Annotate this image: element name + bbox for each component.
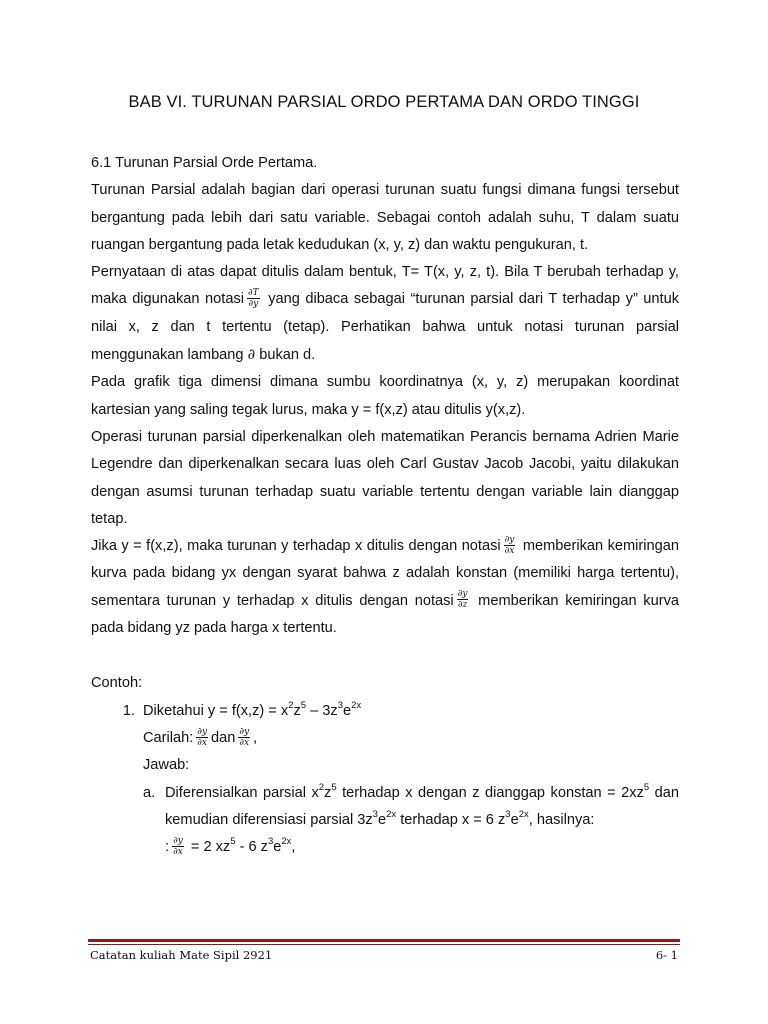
paragraph-4: Operasi turunan parsial diperkenalkan oleh matematikan Perancis bernama Adrien Marie Legendre dan diperkenalkan secara luas oleh Carl Gustav Jacob Jacobi, yaitu dilakukan dengan asumsi turunan terhadap suatu variable tertentu dengan variable lain dianggap tetap. [91,428,679,527]
footer-course-title: Catatan kuliah Mate Sipil 2921 [90,948,273,962]
paragraph-5 [91,533,679,642]
footer-rule [88,939,680,945]
answer-letter: a. [143,784,156,801]
page-footer [90,948,678,962]
paragraph-1: Turunan Parsial adalah bagian dari operasi turunan suatu fungsi dimana fungsi tersebut bergantung pada lebih dari satu variable. Sebagai contoh adalah suhu, T dalam suatu ruangan bergantung pada letak kedudukan (x, y, z) dan waktu pengukuran, t. [91,182,679,253]
example-number: 1. [122,702,135,719]
paragraph-5-part-b: memberikan kemiringan kurva pada bidang yx dengan syarat bahwa z adalah konstan (memiliki harga tertentu), sementara turunan y terhadap x ditulis dengan notasi [91,538,679,609]
answer-line-1: Diferensialkan parsial $x^2z^5$ terhadap x dengan z dianggap konstan = $2xz^5$ dan [165,781,680,801]
paragraph-5-part-a: Jika y = f(x,z), maka turunan y terhadap x ditulis dengan notasi [91,538,501,555]
fraction-dy-dx: $\frac{\partial y}{\partial x}$ [197,726,208,748]
document-body [91,150,679,861]
example-1 [91,698,679,862]
paragraph-2 [91,259,679,369]
example-jawab: Jawab: [143,757,190,774]
example-given: Diketahui $y = f(x,z) = x^2z^5 - 3z^3e^{2x}$ [143,699,362,719]
fraction-dy-dx: $\frac{\partial y}{\partial x}$ [504,534,515,556]
paragraph-2-part-a: Pernyataan di atas dapat ditulis dalam bentuk, T= T(x, y, z, t). Bila T berubah terhadap y, maka digunakan notasi [91,264,679,308]
answer-line-2: kemudian diferensiasi parsial $3z^3e^{2x}$ terhadap x = 6 $z^3e^{2x}$, hasilnya: [165,808,595,828]
fraction-dy-dz: $\frac{\partial y}{\partial z}$ [457,589,468,611]
partial-symbol: ∂ [247,346,256,364]
paragraph-2-part-b: yang dibaca sebagai “turunan parsial dari T terhadap y” untuk nilai x, z dan t tertentu (tetap). Perhatikan bahwa untuk notasi turunan parsial menggunakan lambang [91,291,680,364]
paragraph-5-part-c: memberikan kemiringan kurva pada bidang yz pada harga x tertentu. [91,592,679,637]
contoh-label: Contoh: [91,675,143,692]
example-carilah: Carilah: $\frac{\partial y}{\partial x}$ dan $\frac{\partial y}{\partial x}$ , [143,726,258,748]
fraction-dy-dx: $\frac{\partial y}{\partial x}$ [173,835,183,857]
fraction-dy-dx: $\frac{\partial y}{\partial x}$ [239,726,250,748]
chapter-title: BAB VI. TURUNAN PARSIAL ORDO PERTAMA DAN ORDO TINGGI [128,93,640,111]
paragraph-2-part-c: bukan d. [259,347,316,364]
answer-result: : $\frac{\partial y}{\partial x}$ = 2 $xz^5 - 6$ $z^3e^{2x}$, [165,835,296,857]
footer-page-number: 6- 1 [655,948,678,962]
answer-item-a [143,780,679,862]
section-heading: 6.1 Turunan Parsial Orde Pertama. [91,155,318,171]
fraction-dT-dy: $\frac{\partial T}{\partial y}$ [248,288,259,310]
paragraph-3: Pada grafik tiga dimensi dimana sumbu koordinatnya (x, y, z) merupakan koordinat kartesian yang saling tegak lurus, maka y = f(x,z) atau ditulis y(x,z). [91,374,679,418]
